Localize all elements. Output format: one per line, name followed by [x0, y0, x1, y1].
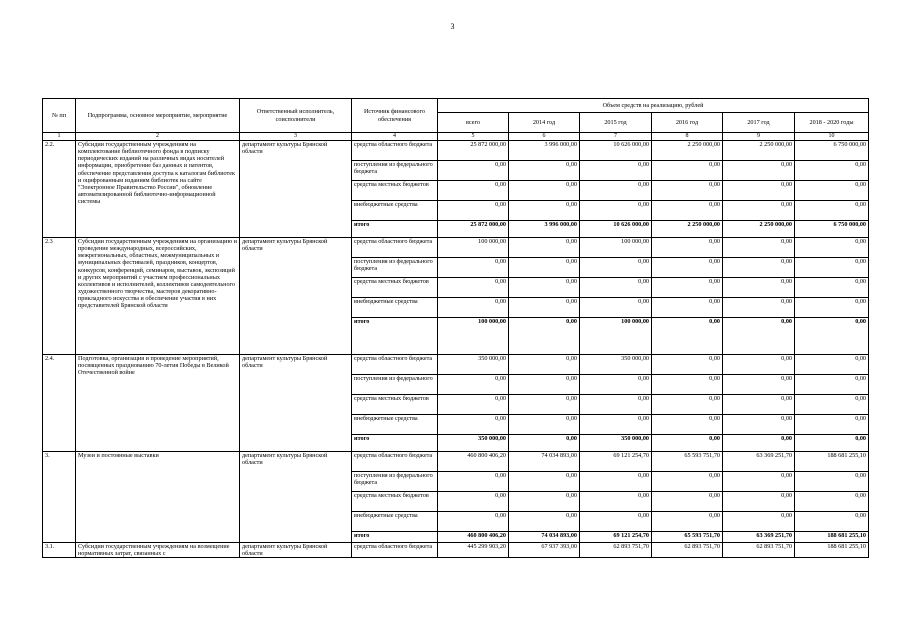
item-name: Субсидии государственным учреждениям на комплектование библиотечного фонда в подписку периодических изданий на различных видах носителей информации, приобретение баз данных и патентов, обеспечение представления доступа к каталогам библиотек и оцифрованным изданиям библиотек на сайте "Электронное Правительство России", обновление автоматизированной библиотечно-информационной системы — [76, 141, 240, 238]
amount-cell: 69 121 254,70 — [580, 452, 652, 472]
amount-cell: 0,00 — [438, 512, 509, 532]
amount-cell: 0,00 — [580, 472, 652, 492]
amount-cell: 6 750 000,00 — [795, 141, 869, 161]
amount-cell: 3 996 000,00 — [509, 141, 580, 161]
item-number: 2.2. — [43, 141, 76, 238]
amount-cell: 100 000,00 — [580, 318, 652, 355]
amount-cell: 0,00 — [509, 355, 580, 375]
amount-cell: 100 000,00 — [438, 238, 509, 258]
amount-cell: 0,00 — [509, 512, 580, 532]
item-name: Музеи и постоянные выставки — [76, 452, 240, 543]
item-executor: департамент культуры Брянской области — [240, 452, 352, 543]
amount-cell: 0,00 — [795, 435, 869, 452]
amount-cell: 0,00 — [580, 181, 652, 201]
header-year: 2016 год — [652, 113, 723, 133]
header-executor: Ответственный исполнитель, соисполнители — [240, 99, 352, 133]
column-index: 2 — [76, 133, 240, 141]
amount-cell: 0,00 — [795, 161, 869, 181]
header-volume: Объем средств на реализацию, рублей — [438, 99, 869, 113]
funding-source: средства областного бюджета — [352, 543, 438, 558]
header-program: Подпрограмма, основное мероприятие, мероприятие — [76, 99, 240, 133]
amount-cell: 2 250 000,00 — [652, 221, 723, 238]
amount-cell: 0,00 — [652, 435, 723, 452]
amount-cell: 0,00 — [438, 375, 509, 395]
amount-cell: 0,00 — [723, 258, 795, 278]
amount-cell: 0,00 — [509, 238, 580, 258]
funding-source: средства областного бюджета — [352, 238, 438, 258]
amount-cell: 0,00 — [580, 161, 652, 181]
column-index: 3 — [240, 133, 352, 141]
amount-cell: 0,00 — [723, 375, 795, 395]
amount-cell: 445 299 903,20 — [438, 543, 509, 558]
amount-cell: 0,00 — [580, 492, 652, 512]
amount-cell: 350 000,00 — [438, 435, 509, 452]
table-row — [43, 355, 869, 375]
amount-cell: 67 937 393,00 — [509, 543, 580, 558]
amount-cell: 0,00 — [509, 298, 580, 318]
amount-cell: 3 996 000,00 — [509, 221, 580, 238]
amount-cell: 0,00 — [652, 201, 723, 221]
funding-source: внебюджетные средства — [352, 415, 438, 435]
funding-source: итого — [352, 318, 438, 355]
amount-cell: 0,00 — [652, 318, 723, 355]
amount-cell: 100 000,00 — [438, 318, 509, 355]
amount-cell: 25 872 000,00 — [438, 221, 509, 238]
amount-cell: 0,00 — [509, 201, 580, 221]
item-executor: департамент культуры Брянской области — [240, 141, 352, 238]
amount-cell: 0,00 — [580, 512, 652, 532]
funding-source: средства местных бюджетов — [352, 395, 438, 415]
funding-source: средства местных бюджетов — [352, 278, 438, 298]
funding-source: поступления из федерального бюджета — [352, 472, 438, 492]
funding-source: поступления из федерального бюджета — [352, 161, 438, 181]
amount-cell: 0,00 — [652, 415, 723, 435]
amount-cell: 62 893 751,70 — [652, 543, 723, 558]
amount-cell: 0,00 — [438, 258, 509, 278]
item-number: 2.3 — [43, 238, 76, 355]
item-number: 3.1. — [43, 543, 76, 558]
header-no: № пп — [43, 99, 76, 133]
amount-cell: 0,00 — [438, 161, 509, 181]
amount-cell: 0,00 — [509, 375, 580, 395]
amount-cell: 0,00 — [795, 298, 869, 318]
amount-cell: 0,00 — [795, 238, 869, 258]
amount-cell: 0,00 — [652, 258, 723, 278]
amount-cell: 0,00 — [795, 395, 869, 415]
header-source: Источник финансового обеспечения — [352, 99, 438, 133]
header-year: 2017 год — [723, 113, 795, 133]
amount-cell: 0,00 — [795, 318, 869, 355]
item-executor: департамент культуры Брянской области — [240, 543, 352, 558]
header-year: 2018 - 2020 годы — [795, 113, 869, 133]
amount-cell: 0,00 — [652, 375, 723, 395]
amount-cell: 0,00 — [652, 512, 723, 532]
item-name: Субсидии государственным учреждениям на организацию и проведение международных, всероссийских, межрегиональных, областных, межмуниципальных и муниципальных фестивалей, праздников, концертов, конкурсов, конференций, семинаров, выставок, экспозиций и других мероприятий с участием профессиональных коллективов и исполнителей, коллективов самодеятельного художественного творчества, мастеров декоративно-прикладного искусства и обеспечение участия в них представителей Брянской области — [76, 238, 240, 355]
amount-cell: 0,00 — [580, 375, 652, 395]
item-name: Субсидии государственным учреждениям на возмещение нормативных затрат, связанных с — [76, 543, 240, 558]
amount-cell: 0,00 — [652, 472, 723, 492]
amount-cell: 0,00 — [723, 355, 795, 375]
column-index: 1 — [43, 133, 76, 141]
funding-table — [42, 98, 869, 558]
amount-cell: 0,00 — [438, 181, 509, 201]
funding-source: средства областного бюджета — [352, 355, 438, 375]
table-row — [43, 452, 869, 472]
amount-cell: 0,00 — [795, 181, 869, 201]
funding-source: внебюджетные средства — [352, 512, 438, 532]
column-index: 4 — [352, 133, 438, 141]
funding-source: внебюджетные средства — [352, 201, 438, 221]
amount-cell: 0,00 — [652, 238, 723, 258]
amount-cell: 0,00 — [723, 472, 795, 492]
amount-cell: 62 893 751,70 — [580, 543, 652, 558]
amount-cell: 63 369 251,70 — [723, 452, 795, 472]
funding-source: средства областного бюджета — [352, 141, 438, 161]
amount-cell: 0,00 — [652, 161, 723, 181]
amount-cell: 460 800 406,20 — [438, 532, 509, 543]
amount-cell: 2 250 000,00 — [723, 221, 795, 238]
amount-cell: 0,00 — [795, 355, 869, 375]
amount-cell: 65 593 751,70 — [652, 532, 723, 543]
table-row — [43, 543, 869, 558]
amount-cell: 0,00 — [509, 318, 580, 355]
amount-cell: 0,00 — [723, 415, 795, 435]
funding-source: внебюджетные средства — [352, 298, 438, 318]
amount-cell: 10 626 000,00 — [580, 141, 652, 161]
amount-cell: 0,00 — [723, 298, 795, 318]
funding-source: средства местных бюджетов — [352, 492, 438, 512]
amount-cell: 0,00 — [795, 492, 869, 512]
amount-cell: 0,00 — [509, 415, 580, 435]
amount-cell: 460 800 406,20 — [438, 452, 509, 472]
amount-cell: 0,00 — [723, 492, 795, 512]
header-year: всего — [438, 113, 509, 133]
amount-cell: 350 000,00 — [580, 355, 652, 375]
item-number: 2.4. — [43, 355, 76, 452]
column-index: 7 — [580, 133, 652, 141]
amount-cell: 0,00 — [723, 512, 795, 532]
amount-cell: 0,00 — [723, 435, 795, 452]
amount-cell: 0,00 — [723, 278, 795, 298]
amount-cell: 0,00 — [795, 472, 869, 492]
amount-cell: 0,00 — [652, 181, 723, 201]
amount-cell: 188 681 255,10 — [795, 532, 869, 543]
page-number: 3 — [450, 22, 455, 31]
amount-cell: 0,00 — [509, 181, 580, 201]
amount-cell: 0,00 — [438, 472, 509, 492]
amount-cell: 63 369 251,70 — [723, 532, 795, 543]
column-index: 6 — [509, 133, 580, 141]
column-index: 5 — [438, 133, 509, 141]
amount-cell: 0,00 — [723, 201, 795, 221]
table-row — [43, 141, 869, 161]
amount-cell: 2 250 000,00 — [652, 141, 723, 161]
amount-cell: 0,00 — [795, 258, 869, 278]
amount-cell: 0,00 — [723, 181, 795, 201]
item-executor: департамент культуры Брянской области — [240, 238, 352, 355]
item-name: Подготовка, организация и проведение мероприятий, посвященных празднованию 70-летия Победы в Великой Отечественной войне — [76, 355, 240, 452]
amount-cell: 0,00 — [652, 298, 723, 318]
column-index: 8 — [652, 133, 723, 141]
amount-cell: 0,00 — [580, 395, 652, 415]
amount-cell: 0,00 — [438, 298, 509, 318]
funding-source: итого — [352, 532, 438, 543]
header-year: 2014 год — [509, 113, 580, 133]
amount-cell: 188 681 255,10 — [795, 452, 869, 472]
amount-cell: 0,00 — [509, 395, 580, 415]
amount-cell: 350 000,00 — [438, 355, 509, 375]
amount-cell: 0,00 — [795, 415, 869, 435]
header-year: 2015 год — [580, 113, 652, 133]
amount-cell: 0,00 — [652, 355, 723, 375]
amount-cell: 0,00 — [509, 161, 580, 181]
item-number: 3. — [43, 452, 76, 543]
funding-source: средства местных бюджетов — [352, 181, 438, 201]
amount-cell: 0,00 — [580, 415, 652, 435]
amount-cell: 0,00 — [580, 201, 652, 221]
amount-cell: 0,00 — [652, 492, 723, 512]
amount-cell: 0,00 — [438, 278, 509, 298]
funding-source: итого — [352, 435, 438, 452]
amount-cell: 2 250 000,00 — [723, 141, 795, 161]
amount-cell: 69 121 254,70 — [580, 532, 652, 543]
amount-cell: 0,00 — [438, 395, 509, 415]
amount-cell: 0,00 — [652, 278, 723, 298]
funding-source: итого — [352, 221, 438, 238]
item-executor: департамент культуры Брянской области — [240, 355, 352, 452]
amount-cell: 0,00 — [723, 161, 795, 181]
amount-cell: 0,00 — [509, 278, 580, 298]
amount-cell: 0,00 — [509, 435, 580, 452]
amount-cell: 0,00 — [723, 238, 795, 258]
amount-cell: 0,00 — [723, 395, 795, 415]
table-row — [43, 238, 869, 258]
amount-cell: 0,00 — [795, 201, 869, 221]
amount-cell: 0,00 — [795, 278, 869, 298]
amount-cell: 0,00 — [509, 258, 580, 278]
amount-cell: 0,00 — [795, 512, 869, 532]
amount-cell: 0,00 — [723, 318, 795, 355]
amount-cell: 0,00 — [580, 278, 652, 298]
column-index: 9 — [723, 133, 795, 141]
amount-cell: 6 750 000,00 — [795, 221, 869, 238]
amount-cell: 0,00 — [438, 415, 509, 435]
amount-cell: 350 000,00 — [580, 435, 652, 452]
column-index: 10 — [795, 133, 869, 141]
amount-cell: 0,00 — [509, 472, 580, 492]
amount-cell: 65 593 751,70 — [652, 452, 723, 472]
amount-cell: 0,00 — [509, 492, 580, 512]
amount-cell: 100 000,00 — [580, 238, 652, 258]
amount-cell: 10 626 000,00 — [580, 221, 652, 238]
funding-source: поступления из федерального — [352, 375, 438, 395]
amount-cell: 0,00 — [580, 298, 652, 318]
amount-cell: 62 893 751,70 — [723, 543, 795, 558]
amount-cell: 0,00 — [652, 395, 723, 415]
amount-cell: 0,00 — [438, 201, 509, 221]
amount-cell: 0,00 — [438, 492, 509, 512]
amount-cell: 74 034 893,00 — [509, 532, 580, 543]
funding-source: средства областного бюджета — [352, 452, 438, 472]
amount-cell: 25 872 000,00 — [438, 141, 509, 161]
amount-cell: 74 034 893,00 — [509, 452, 580, 472]
amount-cell: 0,00 — [580, 258, 652, 278]
amount-cell: 188 681 255,10 — [795, 543, 869, 558]
funding-source: поступления из федерального бюджета — [352, 258, 438, 278]
amount-cell: 0,00 — [795, 375, 869, 395]
